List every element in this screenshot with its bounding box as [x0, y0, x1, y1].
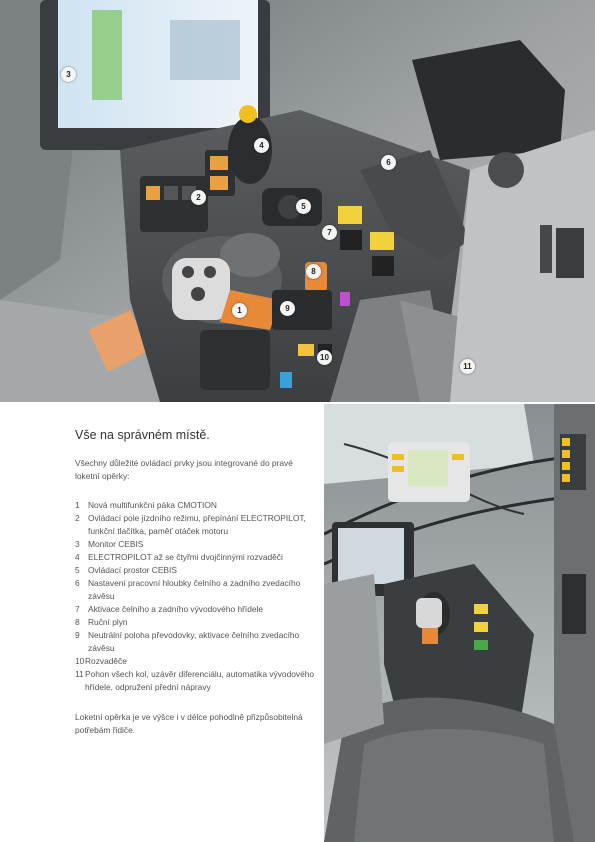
item-number: 9	[75, 630, 80, 640]
callout-6: 6	[381, 155, 396, 170]
item-number: 10	[75, 656, 85, 666]
item-number: 4	[75, 552, 80, 562]
list-item	[75, 668, 315, 694]
item-number: 5	[75, 565, 80, 575]
item-number: 6	[75, 578, 80, 588]
item-text: Nastavení pracovní hloubky čelního a zadního zvedacího závěsu	[88, 578, 301, 601]
item-number: 11	[75, 669, 84, 679]
callout-1: 1	[232, 303, 247, 318]
item-number: 3	[75, 539, 80, 549]
callout-7: 7	[322, 225, 337, 240]
item-text: Monitor CEBIS	[88, 539, 144, 549]
list-item	[75, 629, 315, 655]
item-text: Ovládací pole jízdního režimu, přepínání ELECTROPILOT, funkční tlačítka, paměť otáček motoru	[88, 513, 306, 536]
list-item	[75, 655, 315, 668]
list-item	[75, 616, 315, 629]
outro-paragraph: Loketní opěrka je ve výšce i v délce pohodlně přizpůsobitelná potřebám řidiče.	[75, 712, 303, 735]
callout-9: 9	[280, 301, 295, 316]
item-text: Aktivace čelního a zadního vývodového hřídele	[88, 604, 264, 614]
callout-3: 3	[61, 67, 76, 82]
text-block	[75, 428, 315, 737]
callout-8: 8	[306, 264, 321, 279]
list-item	[75, 577, 315, 603]
list-item	[75, 551, 315, 564]
armrest-console-photo	[0, 0, 595, 402]
feature-list	[75, 499, 315, 694]
list-item	[75, 564, 315, 577]
item-number: 7	[75, 604, 80, 614]
item-text: Ovládací prostor CEBIS	[88, 565, 177, 575]
callout-10: 10	[317, 350, 332, 365]
list-item	[75, 603, 315, 616]
callout-11: 11	[460, 359, 475, 374]
callout-2: 2	[191, 190, 206, 205]
callout-4: 4	[254, 138, 269, 153]
item-number: 1	[75, 500, 80, 510]
item-text: Neutrální poloha převodovky, aktivace čelního zvedacího závěsu	[88, 630, 300, 653]
item-number: 8	[75, 617, 80, 627]
list-item	[75, 538, 315, 551]
item-text: Pohon všech kol, uzávěr diferenciálu, automatika vývodového hřídele, odpružení přední nápravy	[85, 669, 315, 692]
section-heading: Vše na správném místě.	[75, 428, 210, 442]
item-text: Rozvaděče	[85, 656, 127, 666]
item-number: 2	[75, 513, 80, 523]
item-text: Nová multifunkční páka CMOTION	[88, 500, 217, 510]
callout-5: 5	[296, 199, 311, 214]
list-item	[75, 512, 315, 538]
item-text: ELECTROPILOT až se čtyřmi dvojčinnými rozvaděči	[88, 552, 283, 562]
item-text: Ruční plyn	[88, 617, 128, 627]
intro-paragraph: Všechny důležité ovládací prvky jsou integrované do pravé loketní opěrky:	[75, 458, 293, 481]
cab-interior-photo	[324, 404, 595, 842]
list-item	[75, 499, 315, 512]
